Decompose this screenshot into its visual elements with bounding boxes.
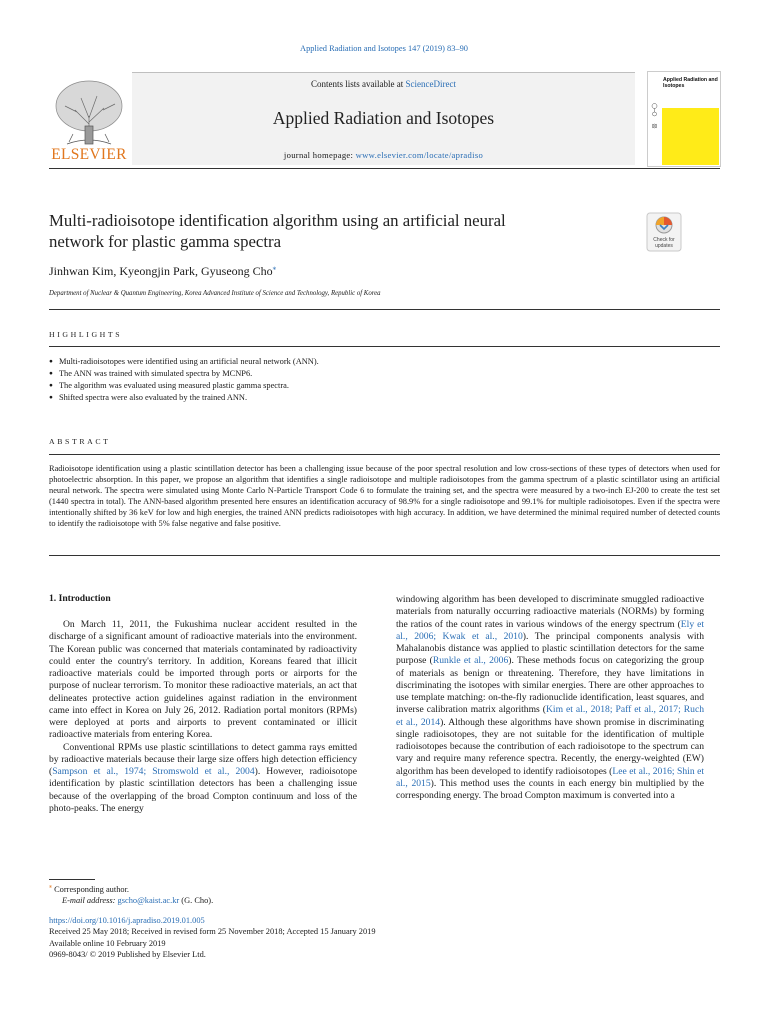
homepage-link[interactable]: www.elsevier.com/locate/apradiso bbox=[355, 150, 484, 160]
copyright: 0969-8043/ © 2019 Published by Elsevier Ltd. bbox=[49, 950, 206, 960]
footnote-rule bbox=[49, 879, 95, 880]
footnote-mark: ⁎ bbox=[49, 884, 52, 890]
rule-under-abstract-heading bbox=[49, 454, 720, 455]
journal-cover-thumbnail[interactable] bbox=[647, 71, 721, 167]
text-run: ). The principal components analysis with Mahalanobis distance was applied to plastic scintillation detectors for the same purpose ( bbox=[396, 630, 704, 667]
crossmark-text-2: updates bbox=[655, 243, 673, 249]
rule-after-abstract bbox=[49, 555, 720, 556]
email-label: E-mail address: bbox=[62, 896, 116, 906]
intro-paragraph-2-continued bbox=[396, 594, 704, 802]
header-bottom-rule bbox=[49, 168, 720, 169]
journal-homepage bbox=[132, 150, 635, 160]
article-title-line1: Multi-radioisotope identification algorithm using an artificial neural bbox=[49, 211, 506, 230]
highlight-item: ● Multi-radioisotopes were identified using an artificial neural network (ANN). bbox=[49, 356, 720, 368]
email-link[interactable]: gscho@kaist.ac.kr bbox=[117, 896, 180, 906]
publisher-logo-text[interactable]: ELSEVIER bbox=[51, 146, 127, 163]
citation-link[interactable]: Ely et al., 2006; Kwak et al., 2010 bbox=[396, 618, 704, 642]
article-title bbox=[49, 210, 609, 252]
highlights-heading: HIGHLIGHTS bbox=[49, 330, 123, 339]
crossmark-icon bbox=[646, 212, 682, 252]
corresponding-author-label: Corresponding author. bbox=[54, 884, 129, 894]
citation-link[interactable]: Sampson et al., 1974; Stromswold et al., 2004 bbox=[52, 766, 255, 777]
crossmark-text-1: Check for bbox=[653, 237, 675, 243]
rule-under-highlights-heading bbox=[49, 346, 720, 347]
doi-link[interactable]: https://doi.org/10.1016/j.apradiso.2019.01.005 bbox=[49, 916, 205, 925]
corresponding-author-mark[interactable]: ⁎ bbox=[272, 264, 277, 272]
intro-paragraph-1: On March 11, 2011, the Fukushima nuclear accident resulted in the discharge of a significant amount of radioactive materials into the environment. The Korean public was concerned that materials contaminated by radioactivity could enter the country's territory. In addition, Koreans feared that illicit radioactive materials could be imported through ports or airports for the purpose of nuclear terrorism. To monitor these radioactive materials, an act that delineates protective action guidelines against radiation in the environment came into effect in Korea on July 26, 2012. Radiation portal monitors (RPMs) were deployed at ports and airports to prevent contaminated or illicit radioactive materials from entering Korea. bbox=[49, 619, 357, 741]
abstract-heading: ABSTRACT bbox=[49, 437, 111, 446]
authors-names: Jinhwan Kim, Kyeongjin Park, Gyuseong Cho bbox=[49, 264, 273, 278]
article-info bbox=[49, 915, 376, 961]
homepage-label: journal homepage: bbox=[283, 150, 356, 160]
available-online: Available online 10 February 2019 bbox=[49, 938, 166, 948]
intro-paragraph-2 bbox=[49, 742, 357, 816]
body-column-left bbox=[49, 619, 357, 815]
body-column-right bbox=[396, 594, 704, 802]
article-title-line2: network for plastic gamma spectra bbox=[49, 232, 282, 251]
cover-yellow-panel bbox=[662, 108, 719, 165]
citation-link[interactable]: Lee et al., 2016; Shin et al., 2015 bbox=[396, 765, 704, 789]
email-note bbox=[49, 895, 213, 906]
contents-prefix: Contents lists available at bbox=[311, 79, 406, 89]
highlight-item: ● The algorithm was evaluated using measured plastic gamma spectra. bbox=[49, 380, 720, 392]
rule-before-highlights bbox=[49, 309, 720, 310]
text-run: ). This method uses the counts in each energy bin multiplied by the corresponding energy. The broad Compton maximum is converted into a bbox=[396, 777, 704, 801]
highlight-item: ● Shifted spectra were also evaluated by the trained ANN. bbox=[49, 392, 720, 404]
highlights-list bbox=[49, 356, 720, 404]
crossmark-badge[interactable] bbox=[646, 212, 682, 252]
text-run: ). These methods focus on categorizing the group of materials as benign or threatening. Therefore, they have limitations in discriminating the isotopes with similar energies. There are other approaches to use template matching: on-the-fly radionuclide identification, least squares, and inverse calibration matrix algorithms ( bbox=[396, 655, 704, 716]
abstract-text: Radioisotope identification using a plastic scintillation detector has been a challenging issue because of the poor spectral resolution and low cross-sections of these types of detectors when used for photoelectric absorption. In this paper, we propose an algorithm that identifies a single radioisotope and multiple radioisotopes from the gamma spectrum of a plastic scintillator using an artificial neural network. The spectra were simulated using Monte Carlo N-Particle Transport Code 6 to formulate the training set, and the spectra were measured by a two-inch EJ-200 to create the test set (1440 spectra in total). The ANN-based algorithm presented here ensures an identification accuracy of 98.9% for a single radioisotope and 99.1% for multiple radioisotopes. Even if the spectra were intentionally shifted by 36 keV for low and high energies, the trained ANN predicts radioisotopes with high accuracy. In addition, we have determined the minimal required number of detected counts to identify the radioisotope with 5% false negative and false positive. bbox=[49, 464, 720, 528]
contents-line bbox=[132, 79, 635, 89]
corresponding-author-note bbox=[49, 882, 213, 895]
footnotes bbox=[49, 882, 213, 907]
cover-molecule-graphic bbox=[650, 76, 659, 162]
cover-title-line1: Applied Radiation and bbox=[663, 77, 718, 83]
sciencedirect-link[interactable]: ScienceDirect bbox=[405, 79, 456, 89]
affiliation: Department of Nuclear & Quantum Engineering, Korea Advanced Institute of Science and Technology, Republic of Korea bbox=[49, 290, 381, 297]
section-heading-introduction: 1. Introduction bbox=[49, 593, 111, 604]
journal-title: Applied Radiation and Isotopes bbox=[272, 108, 495, 128]
text-run: ). Although these algorithms have shown promise in discriminating single radioisotopes, they are not suitable for the identification of multiple radioisotopes because the contribution of each radioisotope to the spectrum can vary and require many reference spectra. Recently, the energy-weighted (EW) algorithm has been developed to identify radioisotopes ( bbox=[396, 716, 704, 777]
received-dates: Received 25 May 2018; Received in revised form 25 November 2018; Accepted 15 January 2019 bbox=[49, 927, 376, 937]
highlight-item: ● The ANN was trained with simulated spectra by MCNP6. bbox=[49, 368, 720, 380]
cover-title-line2: Isotopes bbox=[663, 82, 685, 89]
citation-link[interactable]: Runkle et al., 2006 bbox=[432, 655, 509, 667]
text-run: ). However, radioisotope identification by plastic scintillation detectors has been a challenging issue because of the overlapping of the broad Compton continuum and loss of the photo-peaks. The energy bbox=[49, 766, 357, 814]
text-run: windowing algorithm has been developed to discriminate smuggled radioactive materials from naturally occurring radioactive materials (NORMs) by forming the ratios of the count rates in various windows of the energy spectrum ( bbox=[396, 594, 704, 630]
cover-title bbox=[663, 78, 718, 89]
author-list bbox=[49, 264, 276, 279]
text-run: Conventional RPMs use plastic scintillations to detect gamma rays emitted by radioactive materials because their large size offers high detection efficiency ( bbox=[49, 741, 357, 777]
email-suffix: (G. Cho). bbox=[179, 896, 214, 906]
citation-link[interactable]: Kim et al., 2018; Paff et al., 2017; Ruch et al., 2014 bbox=[396, 704, 704, 728]
journal-reference[interactable]: Applied Radiation and Isotopes 147 (2019) 83–90 bbox=[300, 44, 468, 53]
